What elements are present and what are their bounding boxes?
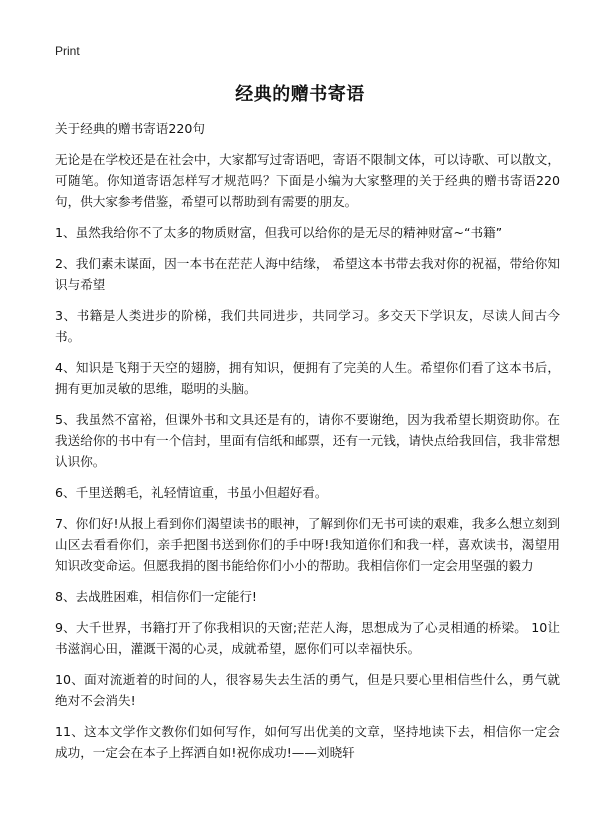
list-item: 3、书籍是人类进步的阶梯，我们共同进步，共同学习。多交天下学识友，尽读人间古今书。 [55,308,560,344]
list-item: 10、面对流逝着的时间的人，很容易失去生活的勇气，但是只要心里相信些什么，勇气就绝对不会消失! [55,672,560,708]
list-item: 6、千里送鹅毛，礼轻情谊重，书虽小但超好看。 [55,485,328,500]
list-item: 7、你们好!从报上看到你们渴望读书的眼神，了解到你们无书可读的艰难，我多么想立刻到山区去看看你们，亲手把图书送到你们的手中呀!我知道你们和我一样，喜欢读书，渴望用知识改变命运。但愿我捐的图书能给你们小小的帮助。我相信你们一定会用坚强的毅力 [55,516,560,573]
list-item: 5、我虽然不富裕，但课外书和文具还是有的，请你不要谢绝，因为我希望长期资助你。在我送给你的书中有一个信封，里面有信纸和邮票，还有一元钱，请快点给我回信，我非常想认识你。 [55,412,560,469]
article-body [55,118,560,773]
list-item: 9、大千世界，书籍打开了你我相识的天窗;茫茫人海，思想成为了心灵相通的桥梁。 10让书滋润心田，灌溉干渴的心灵，成就希望，愿你们可以幸福快乐。 [55,620,560,656]
list-item: 8、去战胜困难，相信你们一定能行! [55,589,257,604]
list-item: 1、虽然我给你不了太多的物质财富，但我可以给你的是无尽的精神财富~“书籍” [55,225,503,240]
list-item: 11、这本文学作文教你们如何写作，如何写出优美的文章，坚持地读下去，相信你一定会成功，一定会在本子上挥洒自如!祝你成功!——刘晓轩 [55,724,560,760]
page-title: 经典的赠书寄语 [235,84,365,105]
list-item: 4、知识是飞翔于天空的翅膀，拥有知识，便拥有了完美的人生。希望你们看了这本书后，拥有更加灵敏的思维，聪明的头脑。 [55,360,560,396]
list-item: 2、我们素未谋面，因一本书在茫茫人海中结缘， 希望这本书带去我对你的祝福，带给你知识与希望 [55,256,560,292]
article-subtitle: 关于经典的赠书寄语220句 [55,121,205,136]
intro-paragraph: 无论是在学校还是在社会中，大家都写过寄语吧，寄语不限制文体，可以诗歌、可以散文，可随笔。你知道寄语怎样写才规范吗？下面是小编为大家整理的关于经典的赠书寄语220句，供大家参考借鉴，希望可以帮助到有需要的朋友。 [55,152,560,209]
print-link[interactable]: Print [55,44,80,58]
